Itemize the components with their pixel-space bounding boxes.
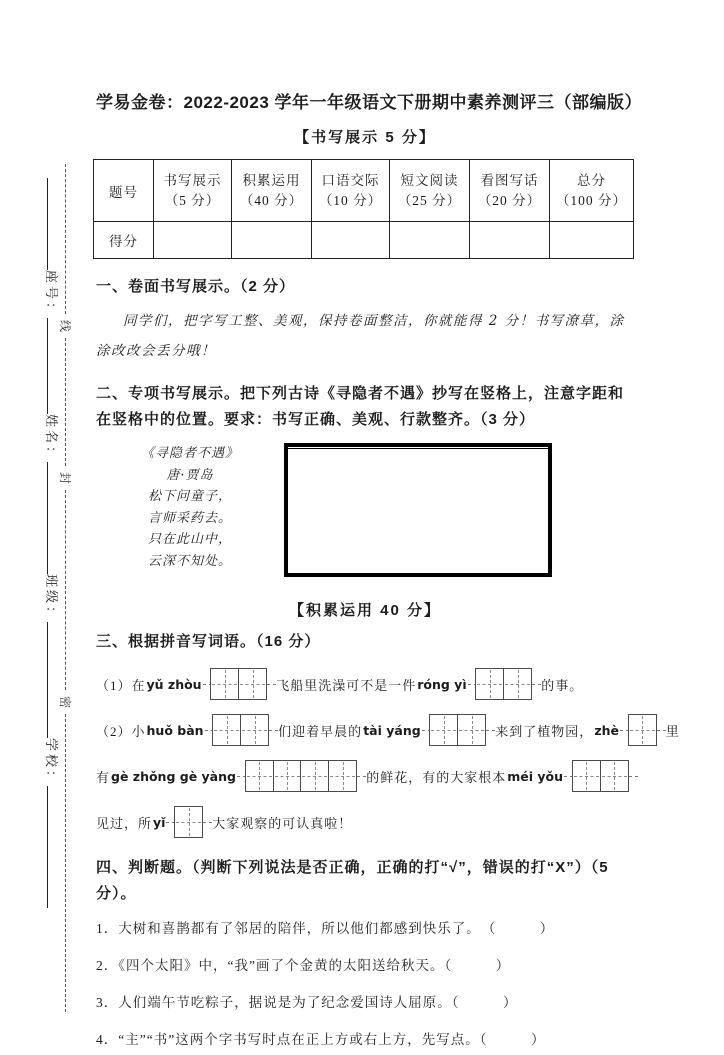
table-cell-score-blank [154, 222, 232, 259]
writing-grid-cell [240, 714, 269, 746]
banner-accumulate-section: 【积累运用 40 分】 [288, 602, 442, 619]
table-cell-score-blank [312, 222, 390, 259]
pinyin-label: huǒ bàn [146, 722, 204, 738]
section1-note: 同学们，把字写工整、美观，保持卷面整洁，你就能得 2 分！书写潦草，涂涂改改会丢分哦！ [96, 313, 625, 359]
sentence-text: （1）在 [96, 677, 146, 693]
writing-grid-cell [429, 714, 458, 746]
score-table [93, 159, 634, 259]
writing-grid-cell [210, 668, 239, 700]
judgment-item: 1．大树和喜鹊都有了邻居的陪伴，所以他们都感到快乐了。 （ ） [96, 921, 555, 936]
sentence-text: 里 [665, 723, 680, 739]
seal-dash-segment [66, 490, 67, 690]
judgment-item: 3．人们端午节吃粽子，据说是为了纪念爱国诗人屈原。（ ） [96, 995, 518, 1010]
copy-writing-box [284, 443, 552, 577]
seal-dash-segment [66, 338, 67, 466]
writing-grid-cell [600, 760, 629, 792]
poem-line: 松下问童子， [147, 489, 232, 504]
banner-writing-section: 【书写展示 5 分】 [294, 129, 436, 146]
student-info-label: 座号： [44, 270, 59, 319]
sentence-text: （2）小 [96, 723, 146, 739]
table-header-row [94, 160, 634, 222]
writing-grid-cell [572, 760, 601, 792]
writing-grid [205, 714, 279, 746]
sentence-text: 来到了植物园， [495, 723, 594, 739]
table-cell-score-blank [550, 222, 634, 259]
writing-grid [422, 714, 496, 746]
section2-heading: 二、专项书写展示。把下列古诗《寻隐者不遇》抄写在竖格上，注意字距和在竖格中的位置。要求：书写正确、美观、行款整齐。（3 分） [96, 385, 625, 428]
poem-line: 《寻隐者不遇》 [140, 446, 239, 461]
student-info-label: 姓名： [44, 414, 59, 463]
section3-heading: 三、根据拼音写词语。（16 分） [96, 633, 321, 650]
table-cell-section: 总分 （100 分） [550, 160, 634, 222]
table-cell-score-blank [470, 222, 550, 259]
sentence-text: 飞船里洗澡可不是一件 [276, 677, 417, 693]
exam-paper [96, 0, 680, 1055]
student-info-label: 班级： [44, 574, 59, 623]
pinyin-label: yǐ [153, 814, 166, 830]
poem-line: 唐·贾岛 [166, 467, 214, 483]
pinyin-line [96, 713, 680, 747]
writing-grid-cell [475, 668, 504, 700]
writing-grid [620, 714, 666, 746]
writing-grid [468, 668, 542, 700]
writing-grid-cell [245, 760, 274, 792]
poem-line: 云深不知处。 [147, 553, 232, 569]
table-cell-score-blank [232, 222, 312, 259]
writing-grid-cell [503, 668, 532, 700]
seal-dash-segment [66, 714, 67, 1012]
pinyin-label: róng yì [417, 676, 467, 692]
sentence-text: 大家观察的可认真啦！ [212, 815, 353, 831]
judgment-item: 4．“主”“书”这两个字书写时点在正上方或右上方，先写点。（ ） [96, 1032, 546, 1047]
writing-grid-cell [328, 760, 357, 792]
writing-grid [564, 760, 638, 792]
pinyin-label: gè zhǒng gè yàng [111, 768, 236, 784]
pinyin-line [96, 667, 634, 701]
writing-grid-cell [238, 668, 267, 700]
poem-line: 言师采药去。 [147, 510, 232, 526]
section4-heading: 四、判断题。（判断下列说法是否正确，正确的打“√”，错误的打“X”）（5 分）。 [96, 859, 609, 902]
writing-grid-cell [273, 760, 302, 792]
poem [96, 441, 284, 577]
writing-grid-cell [628, 714, 657, 746]
seal-char: 封 [58, 472, 73, 485]
table-cell-section: 短文阅读 （25 分） [390, 160, 470, 222]
table-cell-section: 看图写话 （20 分） [470, 160, 550, 222]
table-cell-section: 口语交际 （10 分） [312, 160, 390, 222]
student-info-label: 学校： [44, 738, 59, 787]
seal-dash-segment [66, 164, 67, 314]
writing-grid-cell [457, 714, 486, 746]
seal-char: 密 [58, 696, 73, 709]
seal-line [58, 164, 74, 1012]
pinyin-label: tài yáng [363, 722, 421, 738]
pinyin-line [96, 759, 634, 793]
table-cell-score-blank [390, 222, 470, 259]
writing-grid-cell [212, 714, 241, 746]
writing-grid [237, 760, 366, 792]
page-title: 学易金卷：2022-2023 学年一年级语文下册期中素养测评三（部编版） [96, 93, 643, 112]
writing-grid [166, 806, 212, 838]
sentence-text: 们迎着早晨的 [278, 723, 363, 739]
table-cell-question-number: 题号 [94, 160, 154, 222]
poem-copy-row [96, 441, 634, 577]
section1-heading: 一、卷面书写展示。（2 分） [96, 278, 296, 295]
writing-grid-cell [300, 760, 329, 792]
seal-char: 线 [58, 320, 73, 333]
pinyin-label: zhè [594, 722, 619, 738]
judgment-item: 2．《四个太阳》中，“我”画了个金黄的太阳送给秋天。（ ） [96, 958, 511, 973]
pinyin-label: méi yǒu [507, 768, 564, 784]
table-cell-section: 积累运用 （40 分） [232, 160, 312, 222]
sentence-text: 的鲜花，有的大家根本 [366, 769, 507, 785]
table-cell-section: 书写展示 （5 分） [154, 160, 232, 222]
sentence-text: 的事。 [541, 677, 584, 693]
judgment-items [96, 913, 634, 1055]
writing-grid-cell [174, 806, 203, 838]
sentence-text: 有 [96, 769, 111, 785]
poem-line: 只在此山中， [147, 532, 232, 547]
pinyin-line [96, 805, 634, 839]
pinyin-fill-lines [96, 667, 680, 839]
pinyin-label: yǔ zhòu [146, 676, 202, 692]
writing-grid [203, 668, 277, 700]
sentence-text: 见过，所 [96, 815, 153, 831]
table-score-row [94, 222, 634, 259]
table-cell-score-label: 得分 [94, 222, 154, 259]
